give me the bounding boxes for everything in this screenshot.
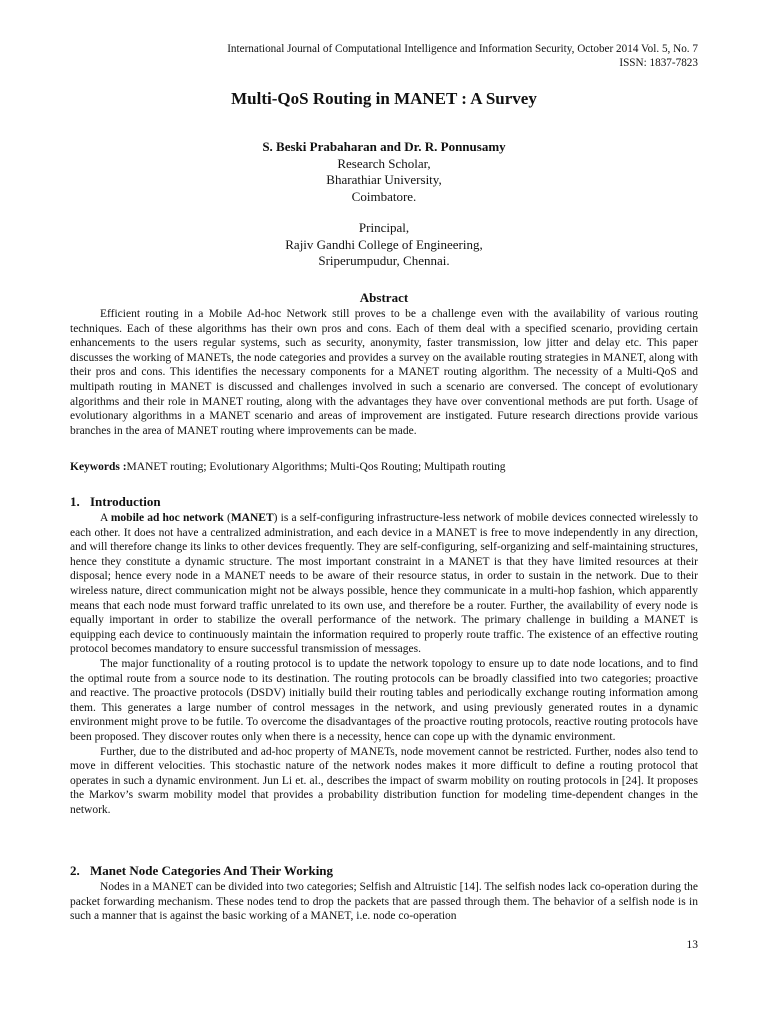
- paper-page: [70, 0, 698, 1024]
- affiliation-line: Research Scholar,: [337, 155, 431, 171]
- affiliation-line: Bharathiar University,: [326, 172, 442, 187]
- paragraph: [70, 511, 698, 657]
- paragraph: The major functionality of a routing protocol is to update the network topology to ensure up to date node locations, and to find the optimal route from a source node to its destination. The routing protocols can be broadly classified into two categories; proactive and reactive. The proactive protocols (DSDV) initially build their routing tables and periodically exchange routing information among them. This generates a large number of control messages in the network, and using previously generated routes in a dynamic environment might prove to be futile. To overcome the disadvantages of the proactive routing protocols, reactive routing protocols have been proposed. They discover routes only when there is a necessity, hence can cope up with the dynamic environment.: [70, 657, 698, 743]
- affiliation-line: Principal,: [358, 220, 410, 235]
- bold-term: mobile ad hoc network: [110, 512, 224, 524]
- abstract-text: Efficient routing in a Mobile Ad-hoc Network still proves to be a challenge even with the availability of various routing techniques. Each of these algorithms has their own pros and cons. Each of them deal with a specified scenario, providing certain enhancements to the users regular systems, such as security, anonymity, faster transmission, low jitter and delay etc. This paper discusses the working of MANETs, the node categories and provides a survey on the available routing strategies in MANET, along with their pros and cons. This identifies the necessary components for a MANET routing algorithm. The necessity of a Multi-QoS and multipath routing in MANET is discussed and challenges involved in such a scenario are conversed. The concept of evolutionary algorithms and their role in MANET routing, along with the advantages they have over conventional methods are put forth. Usage of evolutionary algorithms in a MANET scenario and areas of improvement are instigated. Future research directions provide various branches in the area of MANET routing where improvements can be made.: [70, 308, 698, 437]
- section-introduction: [70, 494, 698, 817]
- paragraph: Further, due to the distributed and ad-hoc property of MANETs, node movement cannot be restricted. Further, nodes also tend to move in different velocities. This stochastic nature of the network nodes makes it more difficult to define a routing protocol that operates in such a dynamic environment. Jun Li et. al., describes the impact of swarm mobility on routing protocols in [24]. It proposes the Markov’s swarm mobility model that provides a probability distribution function for modeling time-dependent changes in the network.: [70, 745, 698, 816]
- author-block: [70, 139, 698, 270]
- issn-line: ISSN: 1837-7823: [619, 57, 698, 69]
- page-number: 13: [686, 939, 698, 951]
- abstract-heading: Abstract: [359, 290, 409, 305]
- section-title: Manet Node Categories And Their Working: [90, 863, 334, 878]
- paper-title: Multi-QoS Routing in MANET : A Survey: [231, 89, 537, 108]
- section-number: 1.: [70, 494, 80, 509]
- journal-line: International Journal of Computational Intelligence and Information Security, October 2014 Vol. 5, No. 7: [227, 43, 698, 55]
- text-run: (: [223, 512, 231, 524]
- text-run: A: [100, 512, 111, 524]
- section-heading: [70, 863, 698, 879]
- affiliation-line: Rajiv Gandhi College of Engineering,: [285, 236, 483, 252]
- section-node-categories: [70, 863, 698, 924]
- affiliation-line: Sriperumpudur, Chennai.: [318, 253, 450, 268]
- section-title: Introduction: [90, 494, 161, 509]
- bold-term: MANET: [230, 512, 274, 524]
- affiliation-line: Coimbatore.: [351, 188, 417, 204]
- paragraph: Nodes in a MANET can be divided into two categories; Selfish and Altruistic [14]. The selfish nodes lack co-operation during the packet forwarding mechanism. These nodes tend to drop the packets that are passed through them. The behavior of a selfish node is in such a manner that is against the basic working of a MANET, i.e. node co-operation: [70, 881, 698, 923]
- journal-header: [70, 42, 698, 70]
- keywords-text: MANET routing; Evolutionary Algorithms; Multi-Qos Routing; Multipath routing: [126, 461, 506, 473]
- section-heading: [70, 494, 698, 510]
- author-names: S. Beski Prabaharan and Dr. R. Ponnusamy: [262, 139, 506, 154]
- text-run: ) is a self-configuring infrastructure-less network of mobile devices connected wirelessly to each other. It does not have a centralized administration, and each device in a MANET is free to move independently in any direction, and will therefore change its links to other devices frequently. They are self-configuring, self-organizing and self-maintaining structures, hence they constitute a dynamic structure. The most important constraint in a MANET is that they have limited resources at their disposal; hence every node in a MANET needs to be aware of their resource status, in order to sustain in the network. Due to their wireless nature, direct communication might not be always possible, hence they communicate in a multi-hop fashion, which apparently means that each node must forward traffic unrelated to its own use, and therefore be a router. Further, the availability of every node is equally important in order to stabilize the overall performance of the network. The primary challenge in building a MANET is equipping each device to continuously maintain the information required to properly route traffic. The existence of an effective routing protocol becomes mandatory to ensure successful transmission of messages.: [70, 512, 698, 656]
- keywords: [70, 461, 698, 473]
- section-number: 2.: [70, 863, 80, 878]
- keywords-label: Keywords :: [70, 461, 127, 473]
